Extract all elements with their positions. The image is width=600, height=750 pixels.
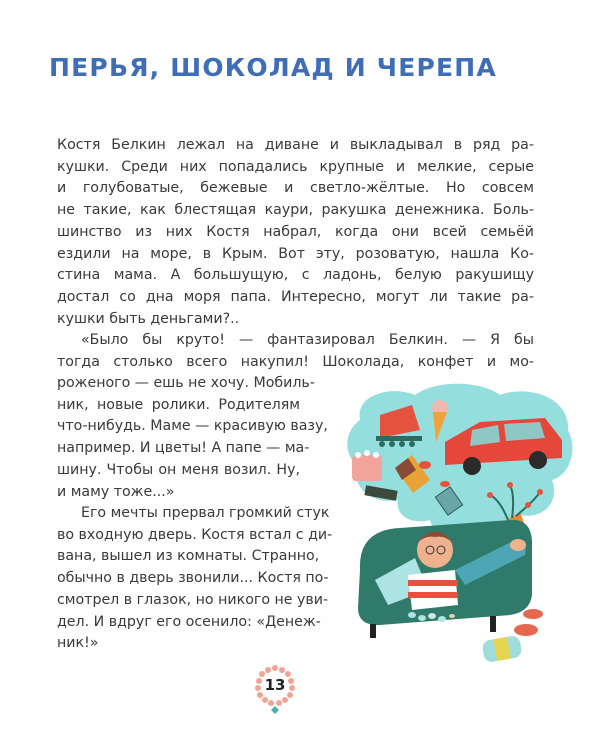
paragraph-3 [57, 503, 333, 655]
text-line: роженого — ешь не хочу. Мобиль- [57, 375, 315, 391]
text-line: стина мама. А большущую, с ладонь, белую ракушищу [57, 267, 534, 284]
text-line: ник, новые ролики. Родителям [57, 396, 300, 413]
text-line: смотрел в глазок, но никого не уви- [57, 591, 329, 608]
text-line: во входную дверь. Костя встал с ди- [57, 526, 333, 543]
text-line: шину. Чтобы он меня возил. Ну, [57, 461, 300, 478]
page-number-badge [255, 665, 295, 705]
text-line: Его мечты прервал громкий стук [81, 505, 330, 521]
text-line: ездили на море, в Крым. Вот эту, розоватую, нашла Ко- [57, 245, 534, 262]
cake-icon [352, 450, 382, 481]
text-line: кушки. Среди них попадались крупные и мелкие, серые [57, 158, 534, 175]
shell-jar-icon [481, 635, 522, 663]
text-line: шинство из них Костя набрал, когда они всей семьёй [57, 223, 534, 240]
text-line: Костя Белкин лежал на диване и выкладывал в ряд ра- [57, 137, 534, 153]
text-line: например. И цветы! А папе — ма- [57, 440, 310, 457]
text-line: и голубоватые, бежевые и светло-жёлтые. Но совсем [57, 180, 534, 197]
page-number: 13 [264, 676, 286, 694]
dreaming-boy-illustration [340, 380, 580, 680]
text-line: не такие, как блестящая каури, ракушка денежника. Боль- [57, 202, 534, 219]
paragraph-1 [57, 135, 534, 374]
text-line: «Было бы круто! — фантазировал Белкин. — Я бы [81, 332, 534, 349]
text-line: кушки быть деньгами?.. [57, 310, 240, 327]
text-line: ник!» [57, 635, 99, 652]
text-line: вана, вышел из комнаты. Странно, [57, 548, 320, 565]
text-line: что-нибудь. Маме — красивую вазу, [57, 418, 328, 435]
text-line: достал со дна моря папа. Интересно, могут ли такие ра- [57, 288, 534, 305]
text-line: и маму тоже...» [57, 483, 175, 500]
text-line: дел. И вдруг его осенило: «Денеж- [57, 613, 321, 630]
slippers-icon [514, 609, 543, 636]
paragraph-2-narrow [57, 373, 328, 503]
chapter-title: ПЕРЬЯ, ШОКОЛАД И ЧЕРЕПА [49, 53, 497, 82]
text-line: обычно в дверь звонили... Костя по- [57, 570, 329, 587]
text-line: тогда столько всего накупил! Шоколада, конфет и мо- [57, 354, 534, 371]
